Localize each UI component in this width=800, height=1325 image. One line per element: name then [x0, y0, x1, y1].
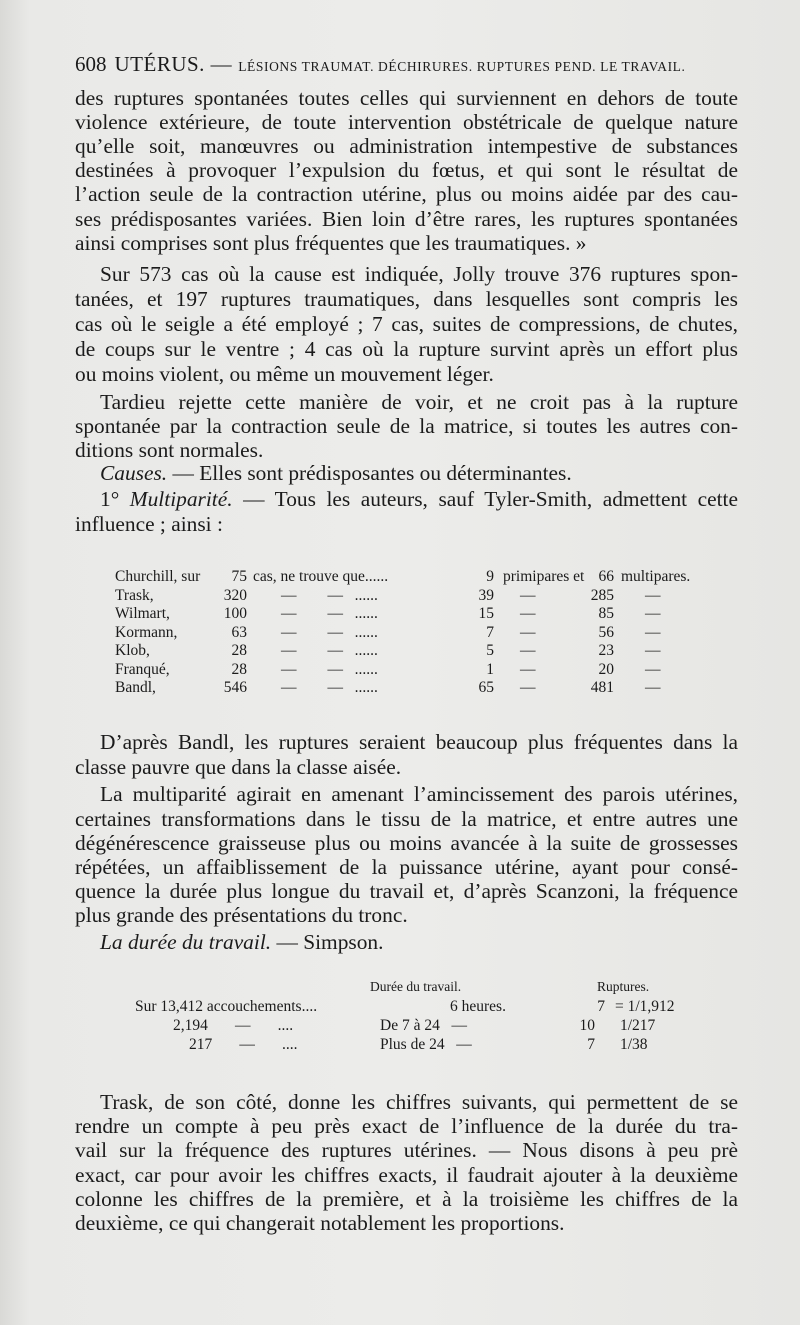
count-cell: 28 — [231, 642, 247, 659]
mid-cell: — — ...... — [281, 623, 378, 641]
ruptures-cell: 7 — [587, 1036, 595, 1053]
multi-cell: 20 — [598, 660, 614, 678]
causes-text: — Elles sont prédisposantes ou déterminantes. — [167, 461, 572, 485]
multi-label-cell: — — [645, 586, 661, 604]
multiparite-number: 1° — [100, 487, 120, 511]
mid-cell: — — ...... — [281, 586, 378, 604]
ruptures-cell: 10 — [579, 1017, 595, 1034]
multi-cell: 66 — [598, 568, 614, 585]
mid-cell: — — ...... — [281, 679, 378, 696]
table-row — [135, 998, 735, 1016]
page-number: 608 — [75, 52, 107, 76]
table-row — [115, 605, 715, 623]
duree-label: La durée du travail. — [100, 930, 272, 954]
text-line: spontanée par la contraction seule de la matrice, si toutes les autres con- — [75, 414, 738, 438]
text-line: répétées, un affaiblissement de la puissance utérine, ayant pour consé- — [75, 855, 738, 879]
primi-cell: 39 — [478, 586, 494, 604]
primi-label-cell: — — [520, 623, 536, 641]
text-line: certaines transformations dans le tissu de la matrice, et entre autres une — [75, 807, 738, 831]
author-cell: Kormann, — [115, 623, 178, 641]
primi-cell: 7 — [486, 623, 494, 641]
duration-table — [135, 978, 695, 1058]
ratio-cell: 1/217 — [620, 1017, 656, 1034]
primi-label-cell: — — [520, 642, 536, 659]
table-row — [115, 679, 715, 697]
multi-label-cell: — — [645, 642, 661, 659]
text-line: influence ; ainsi : — [75, 512, 223, 536]
duration-cell: Plus de 24 — — [380, 1036, 472, 1053]
table-row — [135, 1017, 735, 1035]
multi-label-cell: multipares. — [621, 568, 691, 585]
multiparity-table — [115, 568, 735, 698]
table-row — [115, 568, 715, 586]
text-line: violence extérieure, de toute intervention obstétricale de quelque nature — [75, 110, 738, 134]
primi-cell: 5 — [486, 642, 494, 659]
multiparite-line — [75, 487, 738, 511]
multi-cell: 481 — [590, 679, 614, 696]
births-cell: Sur 13,412 accouchements.... — [135, 998, 318, 1015]
primi-label-cell: — — [520, 660, 536, 678]
multi-cell: 85 — [598, 605, 614, 622]
ruptures-cell: 7 — [597, 998, 605, 1015]
count-cell: 75 — [231, 568, 247, 585]
multi-label-cell: — — [645, 679, 661, 696]
multi-cell: 285 — [590, 586, 614, 604]
primi-cell: 15 — [478, 605, 494, 622]
running-subtitle: LÉSIONS TRAUMAT. DÉCHIRURES. RUPTURES PEND. LE TRAVAIL. — [238, 59, 686, 74]
causes-label: Causes. — [100, 461, 168, 485]
table-row — [135, 1036, 735, 1054]
primi-label-cell: primipares et — [503, 568, 585, 585]
text-line: ou moins violent, ou même un mouvement léger. — [75, 362, 494, 386]
primi-cell: 65 — [478, 679, 494, 696]
text-line: Sur 573 cas où la cause est indiquée, Jolly trouve 376 ruptures spon- — [100, 262, 738, 286]
primi-cell: 1 — [486, 660, 494, 678]
count-cell: 320 — [223, 586, 247, 604]
causes-line — [75, 461, 738, 485]
count-cell: 546 — [223, 679, 247, 696]
ratio-cell: 1/38 — [620, 1036, 648, 1053]
author-cell: Bandl, — [115, 679, 156, 696]
text-line: cas où le seigle a été employé ; 7 cas, suites de compressions, de chutes, — [75, 312, 738, 336]
header-duree: Durée du travail. — [370, 979, 462, 994]
births-cell: 217 — .... — [189, 1036, 298, 1053]
text-line: Tardieu rejette cette manière de voir, et ne croit pas à la rupture — [100, 390, 738, 414]
author-cell: Wilmart, — [115, 605, 170, 622]
text-line: destinées à provoquer l’expulsion du fœtus, et qui sont le résultat de — [75, 158, 738, 182]
text-line: vail sur la fréquence des ruptures utérines. — Nous disons à peu prè — [75, 1138, 738, 1162]
multi-label-cell: — — [645, 623, 661, 641]
text-line: quence la durée plus longue du travail et, d’après Scanzoni, la fréquence — [75, 879, 738, 903]
multi-cell: 23 — [598, 642, 614, 659]
multi-label-cell: — — [645, 660, 661, 678]
mid-cell: — — ...... — [281, 642, 378, 659]
table-row — [115, 661, 715, 679]
text-line: ses prédisposantes variées. Bien loin d’être rares, les ruptures spontanées — [75, 207, 738, 231]
running-title: UTÉRUS. — — [114, 52, 233, 76]
text-line: classe pauvre que dans la classe aisée. — [75, 755, 402, 779]
multiparite-label: Multiparité. — [129, 487, 233, 511]
duration-cell: 6 heures. — [450, 998, 506, 1015]
text-line: deuxième, ce qui changerait notablement les proportions. — [75, 1211, 565, 1235]
author-cell: Trask, — [115, 586, 154, 604]
text-line: D’après Bandl, les ruptures seraient beaucoup plus fréquentes dans la — [100, 730, 738, 754]
multi-label-cell: — — [645, 605, 661, 622]
table-row — [115, 587, 715, 605]
text-line: tanées, et 197 ruptures traumatiques, dans lesquelles sont compris les — [75, 287, 738, 311]
text-line: colonne les chiffres de la première, et à la troisième les chiffres de la — [75, 1187, 738, 1211]
text-line: plus grande des présentations du tronc. — [75, 903, 408, 927]
text-line: Trask, de son côté, donne les chiffres suivants, qui permettent de se — [100, 1090, 738, 1114]
author-cell: Churchill, sur — [115, 568, 201, 585]
mid-cell: cas, ne trouve que...... — [253, 568, 389, 585]
text-line: ainsi comprises sont plus fréquentes que les traumatiques. » — [75, 231, 587, 255]
author-cell: Klob, — [115, 642, 150, 659]
duree-text: — Simpson. — [271, 930, 384, 954]
primi-label-cell: — — [520, 679, 536, 696]
text-line: exact, car pour avoir les chiffres exacts, il faudrait ajouter à la deuxième — [75, 1163, 738, 1187]
table-header-row — [135, 978, 735, 996]
duree-line — [75, 930, 738, 954]
mid-cell: — — ...... — [281, 660, 378, 678]
running-header — [75, 52, 735, 82]
text-line: La multiparité agirait en amenant l’amincissement des parois utérines, — [100, 782, 738, 806]
duration-cell: De 7 à 24 — — [380, 1017, 467, 1034]
primi-label-cell: — — [520, 605, 536, 622]
table-row — [115, 642, 715, 660]
text-line: de coups sur le ventre ; 4 cas où la rupture survint après un effort plus — [75, 337, 738, 361]
text-line: ditions sont normales. — [75, 438, 264, 462]
primi-cell: 9 — [486, 568, 494, 585]
mid-cell: — — ...... — [281, 605, 378, 622]
count-cell: 100 — [223, 605, 247, 622]
text-line: rendre un compte à peu près exact de l’influence de la durée du tra- — [75, 1114, 738, 1138]
ratio-cell: = 1/1,912 — [615, 998, 675, 1015]
count-cell: 63 — [231, 623, 247, 641]
births-cell: 2,194 — .... — [173, 1017, 294, 1034]
count-cell: 28 — [231, 660, 247, 678]
text-line: des ruptures spontanées toutes celles qui surviennent en dehors de toute — [75, 86, 738, 110]
multi-cell: 56 — [598, 623, 614, 641]
header-ruptures: Ruptures. — [597, 979, 650, 994]
multiparite-text: — Tous les auteurs, sauf Tyler-Smith, admettent cette — [232, 487, 738, 511]
primi-label-cell: — — [520, 586, 536, 604]
text-line: qu’elle soit, manœuvres ou administration intempestive de substances — [75, 134, 738, 158]
text-line: dégénérescence graisseuse plus ou moins avancée à la suite de grossesses — [75, 831, 738, 855]
text-line: l’action seule de la contraction utérine, plus ou moins aidée par des cau- — [75, 182, 738, 206]
author-cell: Franqué, — [115, 660, 170, 678]
table-row — [115, 624, 715, 642]
